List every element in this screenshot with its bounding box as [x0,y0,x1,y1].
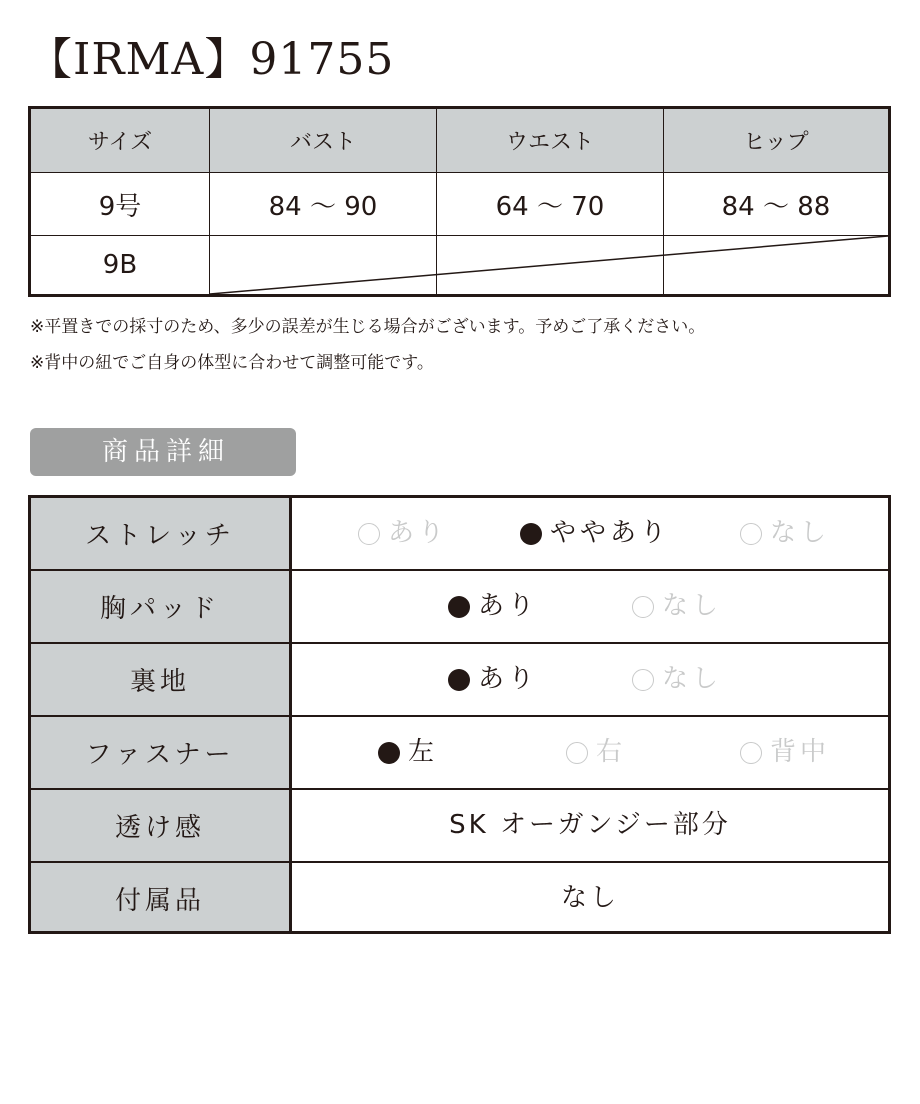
size-header-hip: ヒップ [743,130,809,155]
size-header-waist: ウエスト [437,109,664,172]
detail-row-lining [31,644,888,715]
accessories-value: なし [560,883,619,913]
size-header-size: サイズ [31,109,210,172]
detail-table [28,495,891,934]
detail-value [292,644,888,715]
not-applicable-slash [210,236,888,294]
option-fastener-left [378,717,438,788]
circle-icon [740,742,762,764]
circle-icon [358,523,380,545]
option-label: 右 [596,737,627,767]
circle-icon [520,523,542,545]
detail-row-sheerness [31,790,888,861]
detail-value [292,863,888,934]
size-cell-hip: 84 〜 88 [721,191,831,222]
option-stretch-nashi [740,498,830,569]
size-cell-size: 9号 [31,173,210,235]
option-pad-nashi [632,571,722,642]
product-title: 【IRMA】91755 [28,34,395,85]
option-stretch-ari [358,498,448,569]
circle-icon [740,523,762,545]
detail-row-fastener [31,717,888,788]
circle-icon [448,669,470,691]
circle-icon [632,669,654,691]
detail-label: 付属品 [114,886,205,916]
detail-label: 裏地 [129,667,190,697]
circle-icon [566,742,588,764]
detail-label: 胸パッド [99,594,220,624]
detail-label: ストレッチ [85,521,235,551]
option-label: なし [662,591,723,621]
detail-value [292,790,888,861]
detail-value [292,498,888,569]
circle-icon [378,742,400,764]
size-cell-bust: 84 〜 90 [210,173,437,235]
option-label: なし [662,664,723,694]
option-fastener-right [566,717,626,788]
adjustment-note: ※背中の紐でご自身の体型に合わせて調整可能です。 [30,353,434,373]
option-fastener-back [740,717,830,788]
section-label: 商品詳細 [30,428,296,476]
detail-row-bust-pad [31,571,888,642]
size-table-header-row [31,109,888,172]
option-label: なし [770,518,831,548]
option-label: あり [478,664,539,694]
measurement-note: ※平置きでの採寸のため、多少の誤差が生じる場合がございます。予めご了承ください。 [30,317,706,337]
option-label: 背中 [770,737,831,767]
option-lining-nashi [632,644,722,715]
detail-row-accessories [31,863,888,934]
circle-icon [632,596,654,618]
sheerness-value: SK オーガンジー部分 [449,810,731,840]
detail-label: ファスナー [85,740,235,770]
detail-row-stretch [31,498,888,569]
detail-label: 透け感 [114,813,205,843]
option-label: ややあり [550,518,671,548]
option-label: あり [388,518,449,548]
size-header-bust: バスト [210,109,437,172]
size-table [28,106,891,297]
option-label: 左 [408,737,439,767]
detail-value [292,717,888,788]
size-cell-size: 9B [31,236,210,294]
option-lining-ari [448,644,538,715]
option-pad-ari [448,571,538,642]
circle-icon [448,596,470,618]
size-cell-waist: 64 〜 70 [437,173,664,235]
option-stretch-yayaari [520,498,670,569]
detail-value [292,571,888,642]
table-row [31,173,888,235]
option-label: あり [478,591,539,621]
